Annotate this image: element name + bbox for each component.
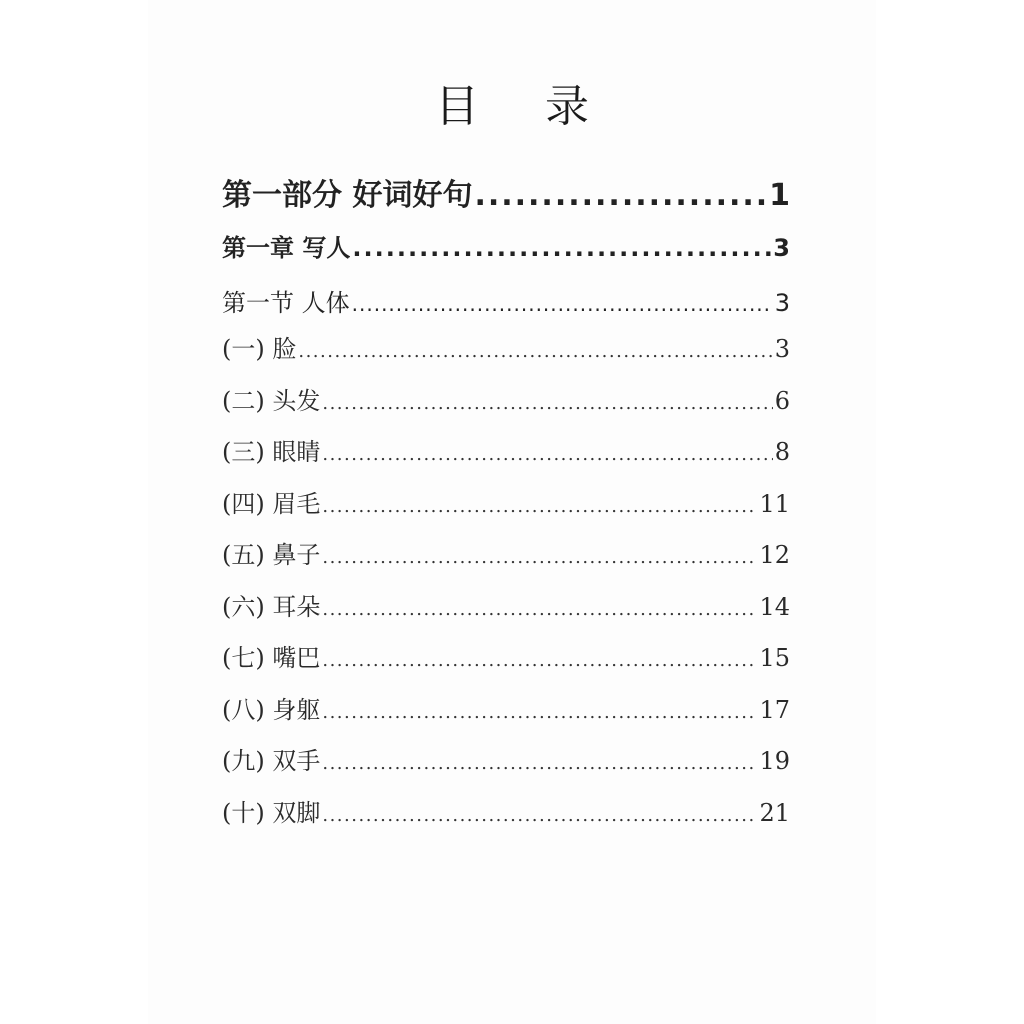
toc-entry-item[interactable]	[222, 741, 790, 776]
toc-entry-label: (九) 双手	[222, 747, 321, 775]
toc-entry-item[interactable]	[222, 329, 790, 364]
toc-entry-page: 15	[759, 644, 790, 672]
toc-entry-label: (四) 眉毛	[222, 490, 321, 518]
toc-entry-label: (三) 眼睛	[222, 438, 321, 466]
dot-leader	[322, 393, 772, 414]
toc-entry-label: (二) 头发	[222, 387, 321, 415]
toc-entry-item[interactable]	[222, 381, 790, 416]
dot-leader	[322, 805, 757, 826]
toc-entry-item[interactable]	[222, 690, 790, 725]
toc-entry-label: (一) 脸	[222, 335, 297, 363]
toc-entry-item[interactable]	[222, 793, 790, 828]
dot-leader	[352, 234, 771, 262]
toc-entry-item[interactable]	[222, 638, 790, 673]
toc-entry-page: 21	[759, 799, 790, 827]
toc-entry-page: 3	[773, 234, 790, 262]
toc-entry-page: 12	[759, 541, 790, 569]
dot-leader	[322, 444, 772, 465]
toc-entry-label: (八) 身躯	[222, 696, 321, 724]
dot-leader	[322, 702, 757, 723]
toc-entry-page: 3	[774, 289, 790, 317]
toc-entry-chapter[interactable]	[222, 228, 790, 263]
toc-entry-page: 17	[759, 696, 790, 724]
dot-leader	[322, 547, 757, 568]
toc-entry-page: 8	[774, 438, 790, 466]
dot-leader	[298, 341, 772, 362]
toc-entry-page: 3	[774, 335, 790, 363]
toc-entry-page: 6	[774, 387, 790, 415]
dot-leader	[322, 496, 757, 517]
dot-leader	[474, 178, 767, 213]
toc-entry-section[interactable]	[222, 283, 790, 318]
toc-entry-label: 第一部分 好词好句	[222, 178, 473, 213]
toc-entry-label: (五) 鼻子	[222, 541, 321, 569]
dot-leader	[322, 753, 757, 774]
toc-entry-label: (六) 耳朵	[222, 593, 321, 621]
toc-entry-item[interactable]	[222, 432, 790, 467]
toc-entry-item[interactable]	[222, 587, 790, 622]
toc-entry-label: 第一章 写人	[222, 234, 351, 262]
dot-leader	[322, 599, 757, 620]
toc-entry-item[interactable]	[222, 484, 790, 519]
dot-leader	[322, 650, 757, 671]
toc-entry-page: 14	[759, 593, 790, 621]
toc-entry-page: 1	[769, 178, 790, 213]
toc-entry-label: (七) 嘴巴	[222, 644, 321, 672]
toc-entry-label: (十) 双脚	[222, 799, 321, 827]
dot-leader	[352, 292, 773, 316]
toc-entry-label: 第一节 人体	[222, 289, 350, 317]
page-title: 目 录	[435, 81, 615, 132]
toc-entry-page: 11	[759, 490, 790, 518]
toc-entry-part[interactable]	[222, 170, 790, 214]
toc-entry-item[interactable]	[222, 535, 790, 570]
toc-entry-page: 19	[759, 747, 790, 775]
